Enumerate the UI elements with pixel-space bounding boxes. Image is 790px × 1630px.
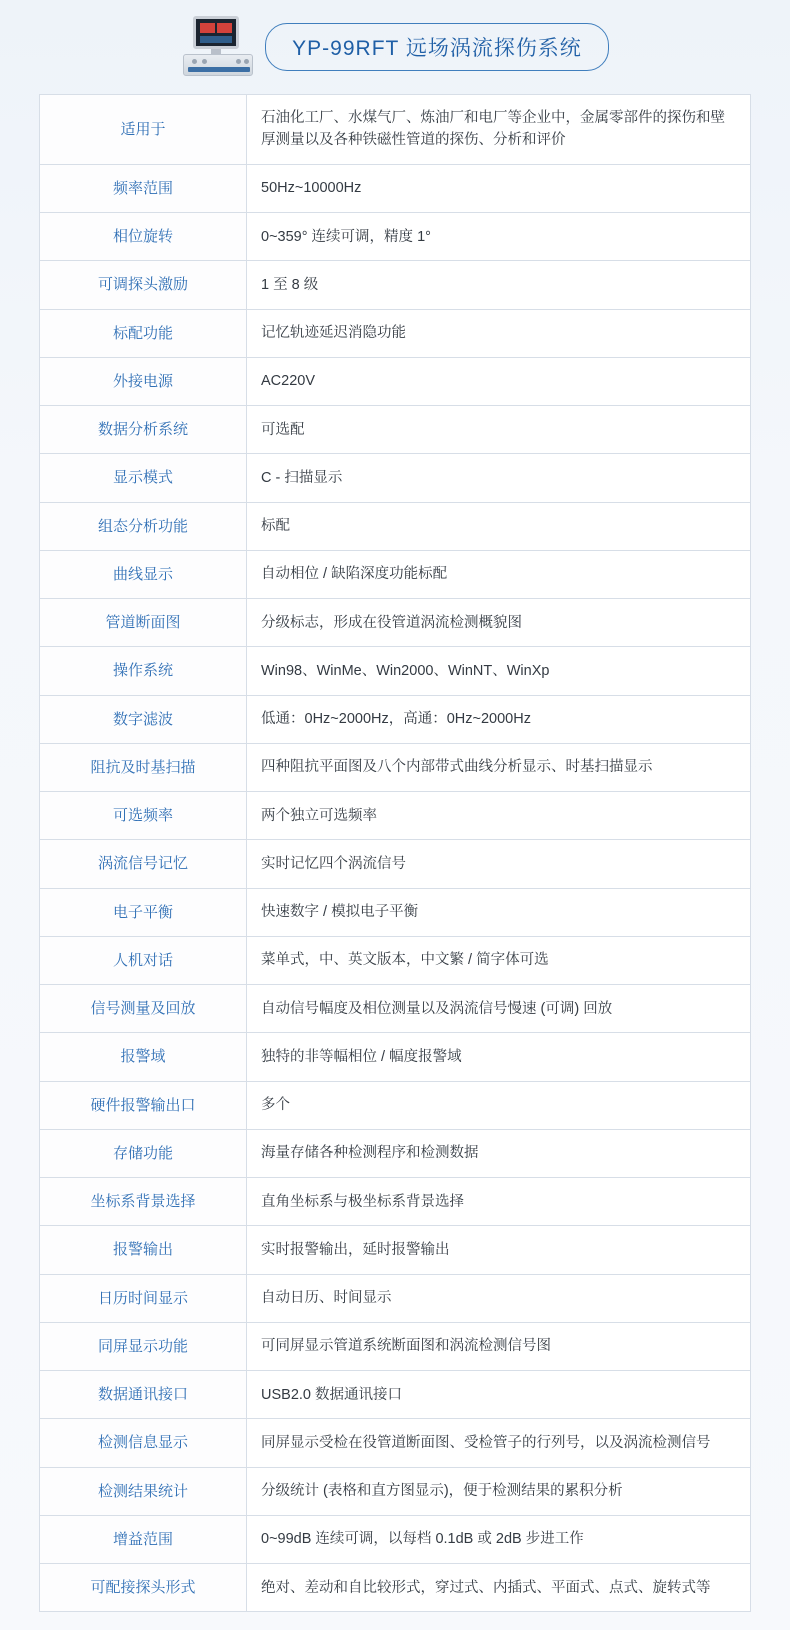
- spec-value: 50Hz~10000Hz: [247, 164, 751, 212]
- spec-label: 电子平衡: [40, 888, 247, 936]
- spec-label: 外接电源: [40, 357, 247, 405]
- spec-label: 数据分析系统: [40, 406, 247, 454]
- spec-value: Win98、WinMe、Win2000、WinNT、WinXp: [247, 647, 751, 695]
- table-row: [40, 454, 751, 502]
- spec-label: 操作系统: [40, 647, 247, 695]
- spec-label: 涡流信号记忆: [40, 840, 247, 888]
- table-row: [40, 743, 751, 791]
- spec-value: 0~359° 连续可调，精度 1°: [247, 213, 751, 261]
- spec-label: 标配功能: [40, 309, 247, 357]
- base-strip: [188, 67, 250, 72]
- specifications-table: [39, 94, 751, 1612]
- spec-value: 可选配: [247, 406, 751, 454]
- table-row: [40, 840, 751, 888]
- spec-value: 分级统计 (表格和直方图显示)，便于检测结果的累积分析: [247, 1467, 751, 1515]
- spec-value: 0~99dB 连续可调，以每档 0.1dB 或 2dB 步进工作: [247, 1515, 751, 1563]
- table-row: [40, 695, 751, 743]
- spec-label: 组态分析功能: [40, 502, 247, 550]
- spec-value: 多个: [247, 1081, 751, 1129]
- spec-label: 相位旋转: [40, 213, 247, 261]
- spec-value: USB2.0 数据通讯接口: [247, 1371, 751, 1419]
- spec-label: 曲线显示: [40, 550, 247, 598]
- spec-value: 可同屏显示管道系统断面图和涡流检测信号图: [247, 1322, 751, 1370]
- spec-label: 显示模式: [40, 454, 247, 502]
- table-row: [40, 647, 751, 695]
- spec-value: 同屏显示受检在役管道断面图、受检管子的行列号，以及涡流检测信号: [247, 1419, 751, 1467]
- spec-label: 信号测量及回放: [40, 985, 247, 1033]
- table-row: [40, 1274, 751, 1322]
- spec-value: 直角坐标系与极坐标系背景选择: [247, 1178, 751, 1226]
- table-row: [40, 985, 751, 1033]
- spec-label: 增益范围: [40, 1515, 247, 1563]
- spec-value: 石油化工厂、水煤气厂、炼油厂和电厂等企业中，金属零部件的探伤和壁厚测量以及各种铁磁性管道的探伤、分析和评价: [247, 95, 751, 165]
- base-knob-4: [244, 59, 249, 64]
- spec-value: 两个独立可选频率: [247, 792, 751, 840]
- spec-label: 存储功能: [40, 1129, 247, 1177]
- spec-value: 菜单式，中、英文版本，中文繁 / 简字体可选: [247, 936, 751, 984]
- spec-value: 绝对、差动和自比较形式，穿过式、内插式、平面式、点式、旋转式等: [247, 1564, 751, 1612]
- table-row: [40, 936, 751, 984]
- screen-block-bottom: [200, 36, 232, 43]
- spec-label: 可调探头激励: [40, 261, 247, 309]
- table-row: [40, 357, 751, 405]
- base-knob-2: [202, 59, 207, 64]
- spec-value: 记忆轨迹延迟消隐功能: [247, 309, 751, 357]
- spec-value: 快速数字 / 模拟电子平衡: [247, 888, 751, 936]
- spec-value: 低通：0Hz~2000Hz，高通：0Hz~2000Hz: [247, 695, 751, 743]
- spec-label: 检测结果统计: [40, 1467, 247, 1515]
- spec-label: 日历时间显示: [40, 1274, 247, 1322]
- table-row: [40, 1419, 751, 1467]
- monitor-base: [183, 54, 253, 76]
- table-row: [40, 1564, 751, 1612]
- spec-value: 分级标志，形成在役管道涡流检测概貌图: [247, 599, 751, 647]
- spec-value: 独特的非等幅相位 / 幅度报警域: [247, 1033, 751, 1081]
- spec-label: 可配接探头形式: [40, 1564, 247, 1612]
- table-row: [40, 1178, 751, 1226]
- spec-value: 自动日历、时间显示: [247, 1274, 751, 1322]
- specifications-table-body: [40, 95, 751, 1612]
- spec-label: 频率范围: [40, 164, 247, 212]
- spec-label: 检测信息显示: [40, 1419, 247, 1467]
- table-row: [40, 1033, 751, 1081]
- table-row: [40, 406, 751, 454]
- table-row: [40, 213, 751, 261]
- page-header: [0, 0, 790, 90]
- table-row: [40, 1226, 751, 1274]
- spec-value: 实时记忆四个涡流信号: [247, 840, 751, 888]
- table-row: [40, 261, 751, 309]
- table-row: [40, 599, 751, 647]
- spec-label: 数据通讯接口: [40, 1371, 247, 1419]
- spec-value: AC220V: [247, 357, 751, 405]
- spec-label: 人机对话: [40, 936, 247, 984]
- spec-value: 标配: [247, 502, 751, 550]
- spec-label: 管道断面图: [40, 599, 247, 647]
- spec-label: 可选频率: [40, 792, 247, 840]
- table-row: [40, 888, 751, 936]
- spec-label: 数字滤波: [40, 695, 247, 743]
- table-row: [40, 164, 751, 212]
- crt-monitor-icon: [181, 14, 255, 80]
- spec-label: 适用于: [40, 95, 247, 165]
- table-row: [40, 1129, 751, 1177]
- spec-value: 1 至 8 级: [247, 261, 751, 309]
- spec-label: 报警域: [40, 1033, 247, 1081]
- spec-value: 实时报警输出，延时报警输出: [247, 1226, 751, 1274]
- table-row: [40, 95, 751, 165]
- spec-value: C - 扫描显示: [247, 454, 751, 502]
- table-row: [40, 550, 751, 598]
- base-knob-1: [192, 59, 197, 64]
- table-row: [40, 1515, 751, 1563]
- spec-label: 阻抗及时基扫描: [40, 743, 247, 791]
- page-title: YP-99RFT 远场涡流探伤系统: [265, 23, 609, 71]
- spec-value: 自动信号幅度及相位测量以及涡流信号慢速 (可调) 回放: [247, 985, 751, 1033]
- spec-label: 报警输出: [40, 1226, 247, 1274]
- monitor-screen: [193, 16, 239, 49]
- screen-block-right: [217, 23, 232, 33]
- table-row: [40, 309, 751, 357]
- spec-label: 硬件报警输出口: [40, 1081, 247, 1129]
- table-row: [40, 1371, 751, 1419]
- spec-label: 坐标系背景选择: [40, 1178, 247, 1226]
- spec-value: 海量存储各种检测程序和检测数据: [247, 1129, 751, 1177]
- base-knob-3: [236, 59, 241, 64]
- table-row: [40, 1467, 751, 1515]
- table-row: [40, 1322, 751, 1370]
- table-row: [40, 1081, 751, 1129]
- spec-value: 四种阻抗平面图及八个内部带式曲线分析显示、时基扫描显示: [247, 743, 751, 791]
- spec-label: 同屏显示功能: [40, 1322, 247, 1370]
- spec-value: 自动相位 / 缺陷深度功能标配: [247, 550, 751, 598]
- table-row: [40, 502, 751, 550]
- table-row: [40, 792, 751, 840]
- screen-block-left: [200, 23, 215, 33]
